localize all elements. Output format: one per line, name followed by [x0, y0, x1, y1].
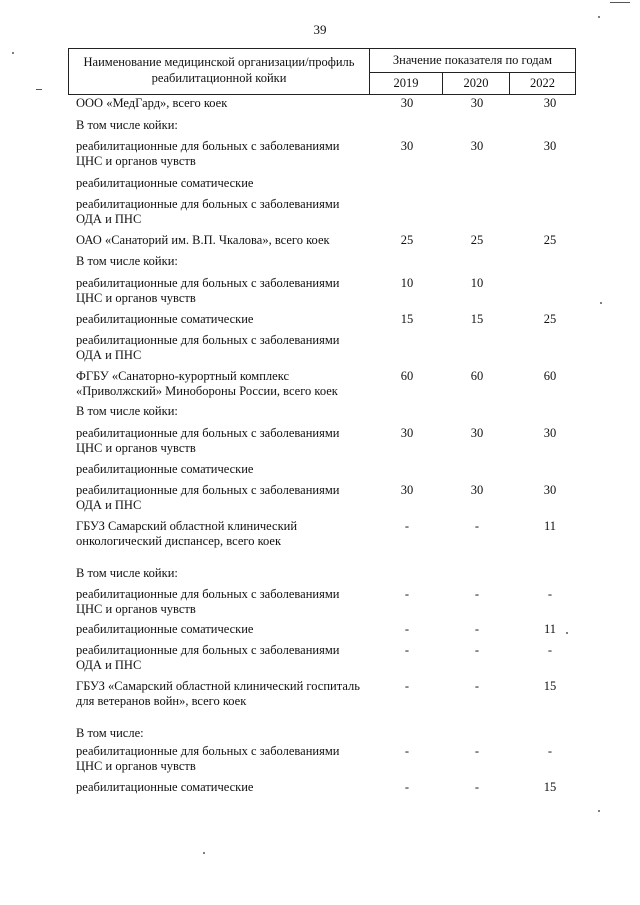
value-2019: 30: [400, 483, 414, 497]
row-label: ГБУЗ «Самарский областной клинический госпиталь для ветеранов войн», всего коек: [76, 679, 360, 708]
header-values-column: Значение показателя по годам: [370, 49, 575, 73]
value-2020: 60: [470, 369, 484, 383]
row-label: В том числе койки:: [76, 404, 178, 418]
value-2020: -: [474, 780, 480, 794]
value-2019: 25: [400, 233, 414, 247]
value-2022: 30: [543, 96, 557, 110]
value-2020: -: [474, 643, 480, 657]
table-header: [68, 48, 576, 95]
row-label: реабилитационные для больных с заболеваниями ЦНС и органов чувств: [76, 744, 340, 773]
scan-speck: [598, 16, 600, 18]
value-2019: -: [404, 643, 410, 657]
row-label: реабилитационные для больных с заболеваниями ЦНС и органов чувств: [76, 276, 340, 305]
row-label: реабилитационные для больных с заболеваниями ЦНС и органов чувств: [76, 587, 340, 616]
row-label: В том числе койки:: [76, 254, 178, 268]
row-label: ОАО «Санаторий им. В.П. Чкалова», всего коек: [76, 233, 330, 247]
value-2022: 60: [543, 369, 557, 383]
row-label: В том числе койки:: [76, 118, 178, 132]
scan-mark: [610, 2, 630, 3]
header-year-2019: 2019: [370, 73, 443, 94]
value-2019: 15: [400, 312, 414, 326]
value-2022: 15: [543, 679, 557, 693]
value-2020: 30: [470, 426, 484, 440]
value-2019: 10: [400, 276, 414, 290]
scan-mark: [36, 89, 42, 90]
page-number: 39: [313, 22, 327, 37]
row-label: реабилитационные соматические: [76, 462, 254, 476]
scan-speck: [566, 632, 568, 634]
value-2019: -: [404, 744, 410, 758]
value-2019: -: [404, 780, 410, 794]
value-2022: 11: [543, 622, 557, 636]
scan-speck: [203, 852, 205, 854]
row-label: В том числе койки:: [76, 566, 178, 580]
row-label: ГБУЗ Самарский областной клинический онкологический диспансер, всего коек: [76, 519, 298, 548]
value-2020: -: [474, 744, 480, 758]
value-2019: -: [404, 679, 410, 693]
value-2020: -: [474, 622, 480, 636]
scan-speck: [12, 52, 14, 54]
value-2022: 30: [543, 483, 557, 497]
row-label: В том числе:: [76, 726, 144, 740]
value-2020: 30: [470, 139, 484, 153]
value-2020: -: [474, 519, 480, 533]
value-2020: 15: [470, 312, 484, 326]
value-2022: -: [547, 643, 553, 657]
value-2020: -: [474, 679, 480, 693]
value-2020: 30: [470, 483, 484, 497]
value-2019: 60: [400, 369, 414, 383]
row-label: ООО «МедГард», всего коек: [76, 96, 228, 110]
row-label: реабилитационные соматические: [76, 780, 254, 794]
value-2022: 11: [543, 519, 557, 533]
value-2020: 30: [470, 96, 484, 110]
row-label: реабилитационные соматические: [76, 176, 254, 190]
value-2019: 30: [400, 96, 414, 110]
scan-speck: [598, 810, 600, 812]
value-2019: 30: [400, 139, 414, 153]
value-2022: 30: [543, 139, 557, 153]
row-label: реабилитационные для больных с заболеваниями ОДА и ПНС: [76, 197, 340, 226]
header-year-2020: 2020: [443, 73, 510, 94]
row-label: реабилитационные для больных с заболеваниями ЦНС и органов чувств: [76, 139, 340, 168]
value-2019: -: [404, 622, 410, 636]
value-2022: -: [547, 744, 553, 758]
value-2019: -: [404, 587, 410, 601]
header-year-2022: 2022: [530, 76, 555, 90]
value-2020: -: [474, 587, 480, 601]
value-2019: -: [404, 519, 410, 533]
row-label: реабилитационные соматические: [76, 622, 254, 636]
value-2020: 10: [470, 276, 484, 290]
value-2022: 15: [543, 780, 557, 794]
value-2020: 25: [470, 233, 484, 247]
row-label: реабилитационные для больных с заболеваниями ОДА и ПНС: [76, 643, 340, 672]
value-2022: 30: [543, 426, 557, 440]
row-label: реабилитационные для больных с заболеваниями ЦНС и органов чувств: [76, 426, 340, 455]
row-label: ФГБУ «Санаторно-курортный комплекс «Приволжский» Минобороны России, всего коек: [76, 369, 338, 398]
row-label: реабилитационные для больных с заболеваниями ОДА и ПНС: [76, 483, 340, 512]
header-name-column: Наименование медицинской организации/профиль реабилитационной койки: [69, 49, 370, 94]
value-2022: 25: [543, 312, 557, 326]
value-2019: 30: [400, 426, 414, 440]
row-label: реабилитационные для больных с заболеваниями ОДА и ПНС: [76, 333, 340, 362]
value-2022: 25: [543, 233, 557, 247]
row-label: реабилитационные соматические: [76, 312, 254, 326]
scan-speck: [600, 302, 602, 304]
value-2022: -: [547, 587, 553, 601]
